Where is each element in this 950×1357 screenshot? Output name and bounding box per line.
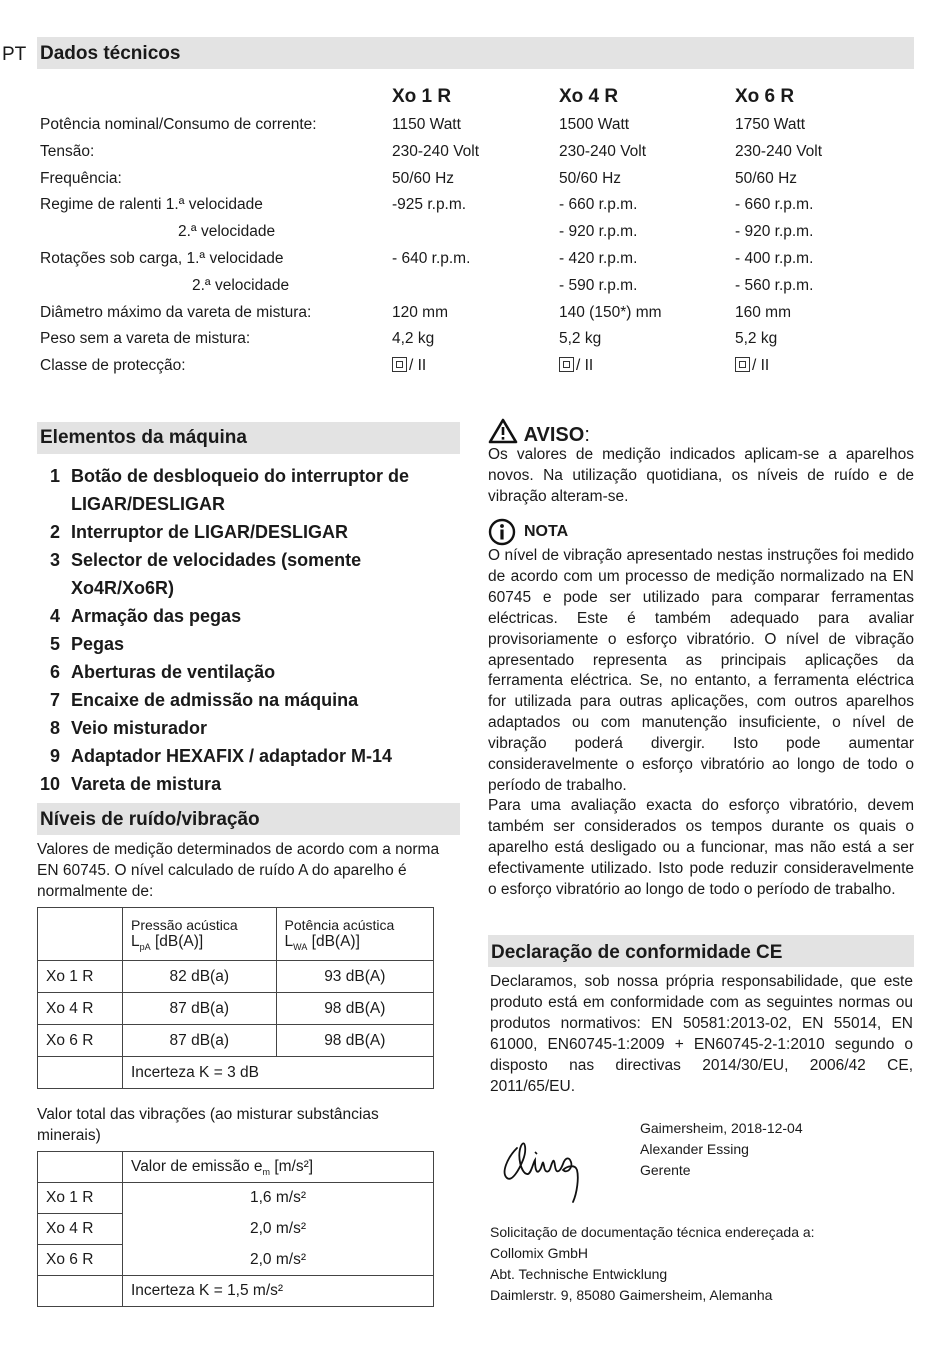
address-line: Daimlerstr. 9, 85080 Gaimersheim, Alemanha — [490, 1287, 773, 1303]
note-title: NOTA — [524, 523, 569, 540]
spec-value: - 640 r.p.m. — [392, 249, 471, 267]
header-unit-text: [dB(A)] — [307, 932, 360, 950]
signature — [497, 1118, 592, 1208]
item-text: Adaptador HEXAFIX / adaptador M-14 — [71, 746, 393, 766]
item-text: Botão de desbloqueio do interruptor de LIGAR/DESLIGAR — [71, 466, 410, 514]
item-text: Encaixe de admissão na máquina — [71, 690, 359, 710]
value-cell: 87 dB(a) — [123, 993, 277, 1025]
protection-class-text: / II — [576, 357, 594, 375]
tech-data-table — [40, 82, 900, 380]
spec-value: 4,2 kg — [392, 330, 435, 348]
item-number: 9 — [49, 746, 60, 766]
spec-value: - 920 r.p.m. — [559, 223, 638, 241]
list-item — [38, 742, 468, 770]
spec-label: 2.ª velocidade — [178, 223, 276, 241]
table-row — [38, 1025, 434, 1057]
value-cell: 93 dB(A) — [276, 961, 433, 993]
model-header: Xo 6 R — [735, 86, 795, 107]
list-item — [38, 714, 468, 742]
header-title: Pressão acústica — [131, 916, 238, 933]
item-number: 8 — [49, 718, 60, 738]
item-text: Vareta de mistura — [71, 774, 222, 794]
address-line: Abt. Technische Entwicklung — [490, 1266, 668, 1282]
signature-block — [640, 1118, 803, 1181]
header-unit — [285, 933, 425, 952]
model-cell: Xo 1 R — [38, 961, 123, 993]
header-unit — [131, 933, 268, 952]
header-unit-text: [dB(A)] — [150, 932, 204, 950]
note-heading — [488, 518, 568, 546]
list-item — [38, 686, 468, 714]
header-subscript: m — [262, 1166, 271, 1177]
list-item — [38, 658, 468, 686]
machine-elements-heading: Elementos da máquina — [37, 422, 460, 454]
info-icon — [488, 518, 516, 546]
spec-value: 230-240 Volt — [559, 142, 647, 160]
machine-elements-list — [38, 462, 468, 798]
warning-text: Os valores de medição indicados aplicam-se a aparelhos novos. Na utilização quotidiana, os níveis de ruído e de vibração alteram-se. — [488, 446, 914, 505]
spec-value: 1500 Watt — [559, 116, 630, 133]
spec-value: 5,2 kg — [735, 330, 778, 348]
protection-class-text: / II — [752, 357, 770, 375]
list-item — [38, 546, 468, 602]
protection-class-ii-icon — [392, 357, 407, 372]
signatory-name: Alexander Essing — [640, 1141, 749, 1157]
item-number: 1 — [49, 466, 60, 486]
model-header: Xo 4 R — [559, 86, 619, 107]
note-text: Para uma avaliação exacta do esforço vibratório, devem também ser considerados os tempos durante os quais o aparelho está desligado ou a funcionar, mas não está a ser efectivamente utilizado. Isto pode reduzir consideravelmente o esforço vibratório ao longo de todo o período de trabalho. — [488, 797, 914, 898]
table-header-row — [38, 908, 434, 961]
item-text: Pegas — [71, 634, 125, 654]
spec-value: 5,2 kg — [559, 330, 602, 348]
model-header: Xo 1 R — [392, 86, 452, 107]
language-code: PT — [2, 44, 27, 65]
spec-row — [40, 166, 900, 193]
ce-declaration-text: Declaramos, sob nossa própria responsabilidade, que este produto está em conformidade com as seguintes normas ou produtos normativos: EN 50581:2013-02, EN 55014, EN 61000, EN60745-1:2009 + EN60745-2-1:2010 segundo o disposto nas directivas 2014/30/EU, 2006/42 CE, 2011/65/EU. — [490, 973, 913, 1095]
item-number: 10 — [39, 774, 60, 794]
spec-value: -925 r.p.m. — [392, 196, 467, 214]
note-text: O nível de vibração apresentado nestas instruções foi medido de acordo com um processo de medição normalizado na EN 60745 e pode ser utilizado para comparar ferramentas eléctricas. Este é também adequado para avaliar provisoriamente o esforço vibratório. O nível de vibração apresentado representa as principais aplicações da ferramenta eléctrica. Se, no entanto, a ferramenta eléctrica for utilizada para outras aplicações, com outros aparelhos adaptados ou com manutenção insuficiente, o nível de vibração poderá divergir. Isto pode aumentar consideravelmente o esforço vibratório ao longo de todo o período de trabalho. — [488, 547, 914, 794]
empty-cell — [38, 1276, 123, 1307]
spec-value: 1750 Watt — [735, 116, 806, 133]
warning-title: AVISO — [523, 424, 585, 446]
model-cell: Xo 4 R — [38, 993, 123, 1025]
list-item — [38, 462, 468, 518]
table-row — [38, 1276, 434, 1307]
item-text: Selector de velocidades (somente Xo4R/Xo6R) — [71, 550, 362, 598]
spec-label: Rotações sob carga, 1.ª velocidade — [40, 249, 284, 267]
signatory-role: Gerente — [640, 1162, 691, 1178]
item-text: Armação das pegas — [71, 606, 242, 626]
noise-intro: Valores de medição determinados de acordo com a norma EN 60745. O nível calculado de ruído A do aparelho é normalmente de: — [37, 841, 440, 900]
table-row — [38, 993, 434, 1025]
spec-row — [40, 246, 900, 273]
spec-row — [40, 353, 900, 380]
table-row — [38, 1245, 434, 1276]
model-cell: Xo 4 R — [38, 1214, 123, 1245]
model-cell: Xo 6 R — [38, 1245, 123, 1276]
spec-value: - 920 r.p.m. — [735, 223, 814, 241]
column-header — [123, 1152, 434, 1183]
uncertainty-cell: Incerteza K = 3 dB — [123, 1057, 434, 1089]
place-date: Gaimersheim, 2018-12-04 — [640, 1120, 803, 1136]
spec-value: - 400 r.p.m. — [735, 249, 814, 267]
spec-label: Diâmetro máximo da vareta de mistura: — [40, 303, 312, 321]
warning-heading: AVISO: — [488, 418, 590, 447]
spec-value: 230-240 Volt — [392, 142, 480, 160]
item-text: Veio misturador — [71, 718, 208, 738]
header-text: Valor de emissão e — [131, 1157, 263, 1175]
uncertainty-cell: Incerteza K = 1,5 m/s² — [123, 1276, 434, 1307]
value-cell: 98 dB(A) — [276, 1025, 433, 1057]
value-cell: 2,0 m/s² — [123, 1214, 434, 1245]
empty-cell — [38, 1152, 123, 1183]
spec-value: 120 mm — [392, 303, 448, 321]
noise-table — [37, 907, 434, 1089]
table-row — [38, 961, 434, 993]
column-header — [276, 908, 433, 961]
item-number: 2 — [49, 522, 60, 542]
list-item — [38, 602, 468, 630]
model-cell: Xo 6 R — [38, 1025, 123, 1057]
spec-value: 50/60 Hz — [392, 169, 455, 187]
item-text: Interruptor de LIGAR/DESLIGAR — [71, 522, 349, 542]
spec-label: Potência nominal/Consumo de corrente: — [40, 116, 317, 133]
noise-vibration-heading: Níveis de ruído/vibração — [37, 803, 460, 835]
warning-triangle-icon — [488, 418, 518, 444]
technical-documentation-address — [490, 1222, 815, 1306]
empty-cell — [38, 908, 123, 961]
table-row — [38, 1183, 434, 1214]
spec-value: 1150 Watt — [392, 116, 461, 133]
spec-label: 2.ª velocidade — [192, 276, 290, 294]
spec-label: Regime de ralenti 1.ª velocidade — [40, 196, 263, 214]
protection-class-ii-icon — [735, 357, 750, 372]
spec-value: - 420 r.p.m. — [559, 249, 638, 267]
list-item — [38, 770, 468, 798]
header-symbol: L — [131, 932, 140, 950]
value-cell: 87 dB(a) — [123, 1025, 277, 1057]
header-unit-text: [m/s²] — [270, 1157, 314, 1175]
spec-value: - 560 r.p.m. — [735, 276, 814, 294]
value-cell: 82 dB(a) — [123, 961, 277, 993]
list-item — [38, 630, 468, 658]
spec-value — [392, 353, 426, 380]
vibration-table — [37, 1151, 434, 1307]
header-subscript: WA — [293, 941, 308, 952]
protection-class-text: / II — [409, 357, 427, 375]
item-number: 3 — [49, 550, 60, 570]
spec-row — [40, 139, 900, 166]
spec-value — [559, 353, 593, 380]
header-title: Potência acústica — [284, 916, 395, 933]
spec-value: 230-240 Volt — [735, 142, 823, 160]
ce-declaration-heading: Declaração de conformidade CE — [488, 935, 914, 967]
spec-label: Tensão: — [40, 142, 95, 160]
column-header — [123, 908, 277, 961]
protection-class-ii-icon — [559, 357, 574, 372]
address-line: Solicitação de documentação técnica endereçada a: — [490, 1224, 815, 1240]
item-number: 5 — [49, 634, 60, 654]
empty-cell — [38, 1057, 123, 1089]
spec-value: 140 (150*) mm — [559, 303, 662, 321]
item-text: Aberturas de ventilação — [71, 662, 276, 682]
header-subscript: pA — [139, 941, 151, 952]
table-header-row — [38, 1152, 434, 1183]
value-cell: 98 dB(A) — [276, 993, 433, 1025]
table-row — [38, 1214, 434, 1245]
spec-value — [735, 353, 769, 380]
tech-data-heading: Dados técnicos — [37, 37, 914, 69]
spec-label: Frequência: — [40, 169, 122, 187]
spec-row — [40, 219, 900, 246]
spec-value: - 590 r.p.m. — [559, 276, 638, 294]
spec-row — [40, 300, 900, 327]
list-item — [38, 518, 468, 546]
header-symbol: L — [284, 932, 294, 950]
spec-row — [40, 273, 900, 300]
spec-value: 160 mm — [735, 303, 791, 321]
spec-value: - 660 r.p.m. — [559, 196, 638, 214]
item-number: 6 — [49, 662, 60, 682]
spec-row — [40, 112, 900, 139]
spec-value: - 660 r.p.m. — [735, 196, 814, 214]
value-cell: 2,0 m/s² — [123, 1245, 434, 1276]
value-cell: 1,6 m/s² — [123, 1183, 434, 1214]
spec-row — [40, 192, 900, 219]
model-header-row — [40, 82, 900, 112]
spec-value: 50/60 Hz — [559, 169, 622, 187]
vibration-intro: Valor total das vibrações (ao misturar substâncias minerais) — [37, 1106, 379, 1144]
table-row — [38, 1057, 434, 1089]
spec-value: 50/60 Hz — [735, 169, 798, 187]
item-number: 7 — [49, 690, 60, 710]
spec-label: Peso sem a vareta de mistura: — [40, 330, 251, 348]
address-line: Collomix GmbH — [490, 1245, 589, 1261]
item-number: 4 — [49, 606, 60, 626]
spec-row — [40, 326, 900, 353]
model-cell: Xo 1 R — [38, 1183, 123, 1214]
spec-label: Classe de protecção: — [40, 357, 186, 375]
